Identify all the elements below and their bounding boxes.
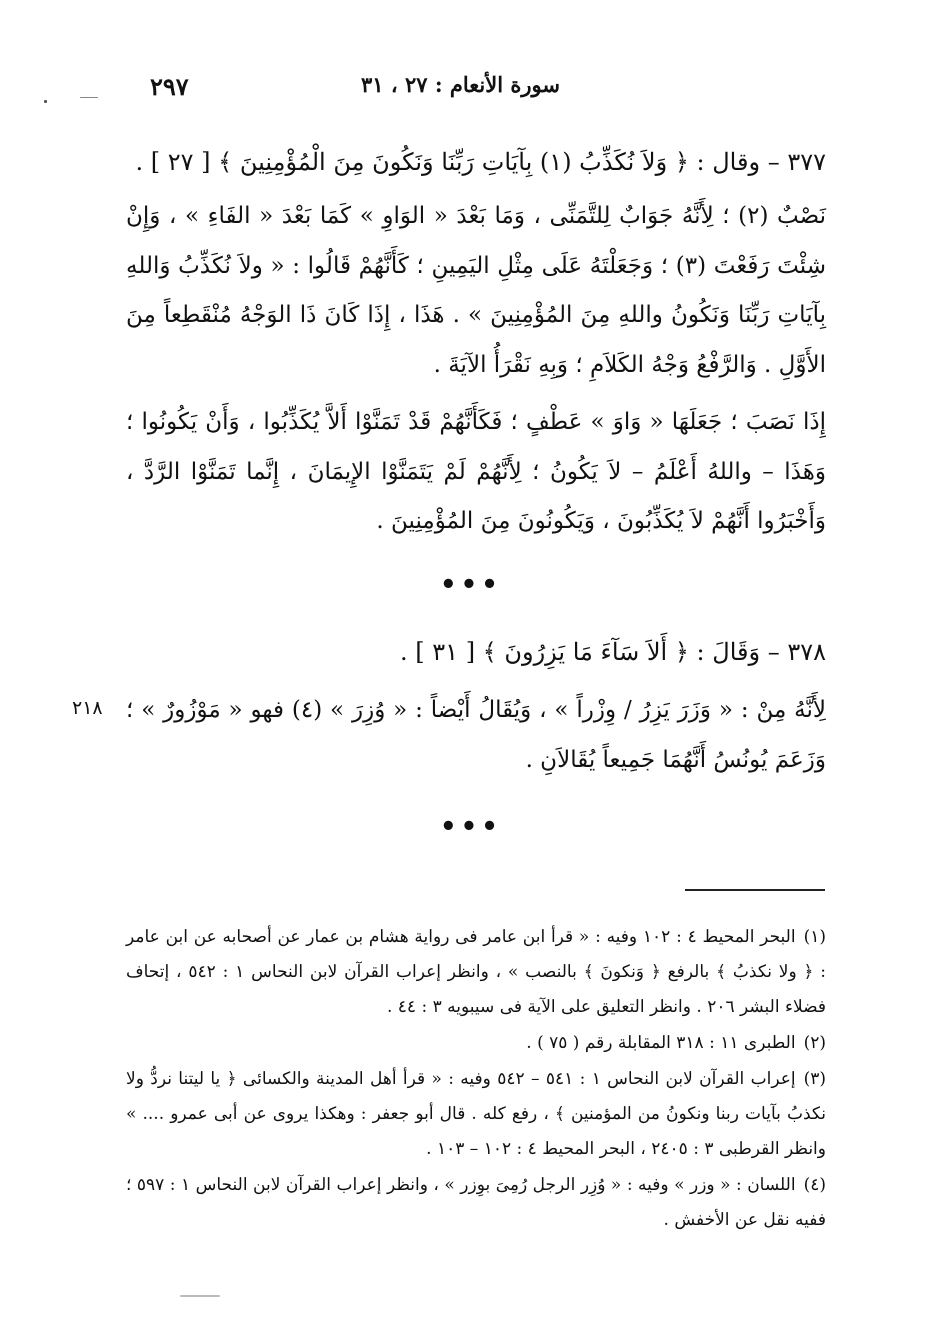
manuscript-folio-number: ٢١٨ (72, 697, 103, 719)
footnote-text: الطبرى ١١ : ٣١٨ المقابلة رقم ( ٧٥ ) . (526, 1033, 796, 1053)
entry-378-heading: ٣٧٨ – وَقَالَ : ﴿ أَلاَ سَآءَ مَا يَزِرُونَ ﴾ [ ٣١ ] . (400, 638, 826, 666)
page-number: ٢٩٧ (150, 72, 189, 101)
section-separator: ••• (440, 570, 502, 600)
section-separator: ••• (440, 812, 502, 842)
footnote-1 (126, 920, 826, 1025)
footnote-divider (685, 889, 825, 891)
entry-377-paragraph-2: إِذَا نَصَبَ ؛ جَعَلَهَا « وَاوَ » عَطْفٍ ؛ فَكَأَنَّهُمْ قَدْ تَمَنَّوْا أَلاَّ يُكَذِّبُوا ، وَأَنْ يَكُونُوا ؛ وَهَذَا – واللهُ أَعْلَمُ – لاَ يَكُونُ ؛ لِأَنَّهُمْ لَمْ يَتَمَنَّوْا الإِيمَانَ ، إِنَّما تَمَنَّوْا الرَّدَّ ، وَأَخْبَرُوا أَنَّهُمْ لاَ يُكَذِّبُونَ ، وَيَكُونُونَ مِنَ المُؤْمِنِينَ . (126, 409, 826, 534)
scan-speck (80, 97, 98, 98)
footnote-number: (١) (803, 927, 826, 947)
entry-377-heading: ٣٧٧ – وقال : ﴿ وَلاَ نُكَذِّبُ (١) بِآيَاتِ رَبِّنَا وَنَكُونَ مِنَ الْمُؤْمِنِينَ ﴾ [ ٢٧ ] . (135, 148, 826, 176)
page-header (150, 72, 560, 106)
footnote-text: البحر المحيط ٤ : ١٠٢ وفيه : « قرأ ابن عامر فى رواية هشام بن عمار عن أصحابه عن ابن عامر : ﴿ ولا نكذبُ ﴾ بالرفع ﴿ وَنكونَ ﴾ بالنصب » ، وانظر إعراب القرآن لابن النحاس ١ : ٥٤٢ ، إتحاف فضلاء البشر ٢٠٦ . وانظر التعليق على الآية فى سيبويه ٣ : ٤٤ . (126, 927, 827, 1017)
footnote-3 (126, 1062, 826, 1167)
running-head: سورة الأنعام : ٢٧ ، ٣١ (361, 72, 560, 97)
scan-speck (180, 1295, 220, 1297)
footnote-number: (٢) (803, 1033, 826, 1053)
footnote-2 (126, 1026, 826, 1061)
footnotes (126, 920, 826, 1239)
footnote-4 (126, 1168, 826, 1238)
scan-speck (44, 100, 47, 103)
entry-378-paragraph-1: لِأَنَّهُ مِنْ : « وَزَرَ يَزِرُ / وِزْراً » ، وَيُقَالُ أَيْضاً : « وُزِرَ » (٤) فهو « مَوْزُورٌ » ؛ وَزَعَمَ يُونُسُ أَنَّهُمَا جَمِيعاً يُقَالاَنِ . (126, 697, 827, 773)
footnote-text: اللسان : « وزر » وفيه : « وُزِر الرجل رُمِىَ بوِزر » ، وانظر إعراب القرآن لابن النحاس ١ : ٥٩٧ ؛ ففيه نقل عن الأخفش . (126, 1175, 826, 1230)
footnote-text: إعراب القرآن لابن النحاس ١ : ٥٤١ – ٥٤٢ وفيه : « قرأ أهل المدينة والكسائى ﴿ يا ليتنا نردُّ ولا نكذبُ بآيات ربنا ونكونُ من المؤمنين ﴾ ، رفع كله . قال أبو جعفر : وهكذا يروى عن أبى عمرو .... » وانظر القرطبى ٣ : ٢٤٠٥ ، البحر المحيط ٤ : ١٠٢ – ١٠٣ . (126, 1069, 826, 1159)
footnote-number: (٣) (803, 1069, 827, 1089)
footnote-number: (٤) (803, 1175, 826, 1195)
entry-377-paragraph-1: نَصْبٌ (٢) ؛ لِأَنَّهُ جَوَابٌ لِلتَّمَنِّى ، وَمَا بَعْدَ « الوَاوِ » كَمَا بَعْدَ « الفَاءِ » ، وَإِنْ شِئْتَ رَفَعْتَ (٣) ؛ وَجَعَلْتَهُ عَلَى مِثْلِ اليَمِينِ ؛ كَأَنَّهُمْ قَالُوا : « ولاَ نُكَذِّبُ وَاللهِ بِآيَاتِ رَبِّنَا وَنَكُونُ واللهِ مِنَ المُؤْمِنِينَ » . هَذَا ، إِذَا كَانَ ذَا الوَجْهُ مُنْقَطِعاً مِنَ الأَوَّلِ . وَالرَّفْعُ وَجْهُ الكَلاَمِ ؛ وَبِهِ نَقْرَأُ الآيَةَ . (126, 203, 827, 378)
